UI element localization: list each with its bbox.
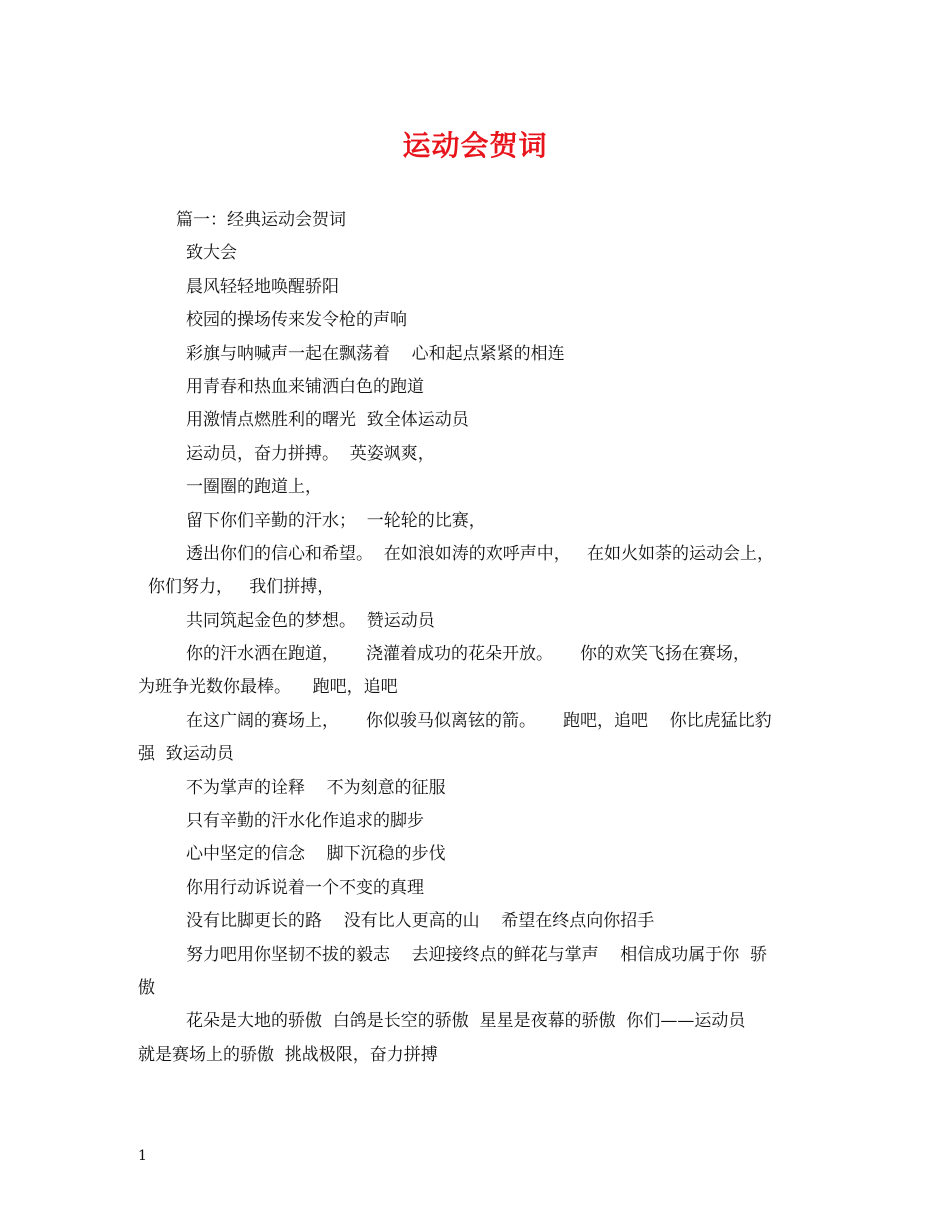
body-line: 你的汗水洒在跑道， 浇灌着成功的花朵开放。 你的欢笑飞扬在赛场， xyxy=(186,644,751,665)
body-line: 你们努力， 我们拼搏， xyxy=(148,577,335,598)
body-line: 篇一：经典运动会贺词 xyxy=(176,210,346,230)
body-line: 晨风轻轻地唤醒骄阳 xyxy=(186,276,339,297)
body-line: 没有比脚更长的路 没有比人更高的山 希望在终点向你招手 xyxy=(186,911,655,932)
body-line: 共同筑起金色的梦想。 赞运动员 xyxy=(186,610,435,631)
body-line: 用激情点燃胜利的曙光 致全体运动员 xyxy=(186,410,469,431)
body-line: 心中坚定的信念 脚下沉稳的步伐 xyxy=(186,844,446,865)
body-line: 你用行动诉说着一个不变的真理 xyxy=(186,877,424,898)
body-line: 留下你们辛勤的汗水； 一轮轮的比赛， xyxy=(186,510,486,531)
document-title: 运动会贺词 xyxy=(402,129,548,162)
body-line: 在这广阔的赛场上， 你似骏马似离铉的箭。 跑吧，追吧 你比虎猛比豹 xyxy=(186,710,772,731)
body-line: 用青春和热血来铺洒白色的跑道 xyxy=(186,376,424,397)
body-line: 不为掌声的诠释 不为刻意的征服 xyxy=(186,777,446,798)
body-line: 只有辛勤的汗水化作追求的脚步 xyxy=(186,811,424,832)
body-line: 强 致运动员 xyxy=(138,744,234,765)
body-line: 努力吧用你坚韧不拔的毅志 去迎接终点的鲜花与掌声 相信成功属于你 骄 xyxy=(186,944,768,965)
body-line: 彩旗与呐喊声一起在飘荡着 心和起点紧紧的相连 xyxy=(186,343,565,364)
body-line: 校园的操场传来发令枪的声响 xyxy=(186,310,407,331)
body-line: 就是赛场上的骄傲 挑战极限，奋力拼搏 xyxy=(138,1044,438,1065)
body-line: 致大会 xyxy=(186,243,237,264)
page-number: 1 xyxy=(138,1148,147,1164)
body-line: 透出你们的信心和希望。 在如浪如涛的欢呼声中， 在如火如荼的运动会上， xyxy=(186,543,775,564)
body-line: 花朵是大地的骄傲 白鸽是长空的骄傲 星星是夜幕的骄傲 你们——运动员 xyxy=(186,1011,746,1032)
body-line: 运动员，奋力拼搏。 英姿飒爽， xyxy=(186,443,435,464)
body-line: 傲 xyxy=(138,977,155,998)
body-line: 为班争光数你最棒。 跑吧，追吧 xyxy=(138,677,398,698)
body-line: 一圈圈的跑道上， xyxy=(186,477,322,498)
document-body xyxy=(138,204,828,1072)
